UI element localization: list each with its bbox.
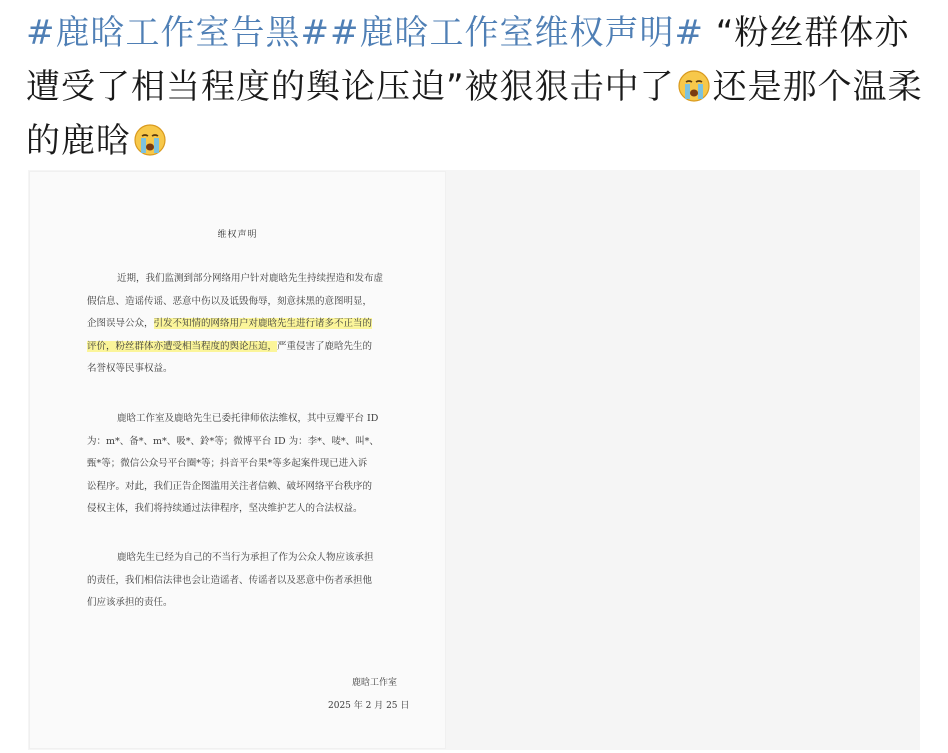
statement-document [30,172,445,748]
paragraph-line: 为：m*、备*、m*、吸*、鈴*等；微博平台 ID 为：李*、唛*、叫*、 [87,435,379,447]
signature: 鹿晗工作室 [352,678,398,688]
highlighted-text: 评价，粉丝群体亦遭受相当程度的舆论压迫， [87,340,278,352]
paragraph-line: 的责任，我们相信法律也会让造谣者、传谣者以及恶意中伤者承担他 [87,574,373,586]
paragraph-line: 讼程序。对此，我们正告企图滥用关注者信赖、破坏网络平台秩序的 [87,480,373,492]
crying-face-icon [133,123,167,157]
post-text [26,6,926,168]
crying-face-icon [677,69,711,103]
paragraph-text: 企图误导公众， [87,318,154,329]
paragraph-2 [87,408,417,521]
paragraph-line: 名誉权等民事权益。 [87,363,173,374]
post-body-text-1: “粉丝群体亦遭受了相当程度的舆论压迫”被狠狠击中了 [26,13,910,107]
paragraph-line: 甄*等；微信公众号平台圈*等；抖音平台果*等多起案件现已进入诉 [87,458,368,469]
paragraph-text: 严重侵害了鹿晗先生的 [277,340,373,352]
paragraph-line: 鹿晗工作室及鹿晗先生已委托律师依法维权，其中豆瓣平台 ID [117,413,379,424]
paragraph-line: 们应该承担的责任。 [87,597,173,608]
post-body-text-2: 还是那个温柔的鹿晗 [26,67,923,161]
paragraph-line [87,336,417,359]
attached-image[interactable] [28,170,920,750]
highlighted-text: 引发不知情的网络用户对鹿晗先生进行诸多不正当的 [153,318,373,329]
document-title: 维权声明 [217,230,258,240]
paragraph-1 [87,268,417,381]
paragraph-line: 侵权主体，我们将持续通过法律程序，坚决维护艺人的合法权益。 [87,503,363,514]
hashtag-link-2[interactable]: #鹿晗工作室维权声明# [329,13,704,53]
paragraph-line [87,313,417,336]
paragraph-3 [87,547,417,615]
statement-date: 2025 年 2 月 25 日 [328,701,410,711]
paragraph-line: 假信息、造谣传谣、恶意中伤以及诋毁侮辱，刻意抹黑的意图明显， [87,295,373,307]
hashtag-link-1[interactable]: #鹿晗工作室告黑# [26,13,330,53]
paragraph-line: 鹿晗先生已经为自己的不当行为承担了作为公众人物应该承担 [117,552,374,563]
paragraph-line: 近期，我们监测到部分网络用户针对鹿晗先生持续捏造和发布虚 [117,273,384,284]
